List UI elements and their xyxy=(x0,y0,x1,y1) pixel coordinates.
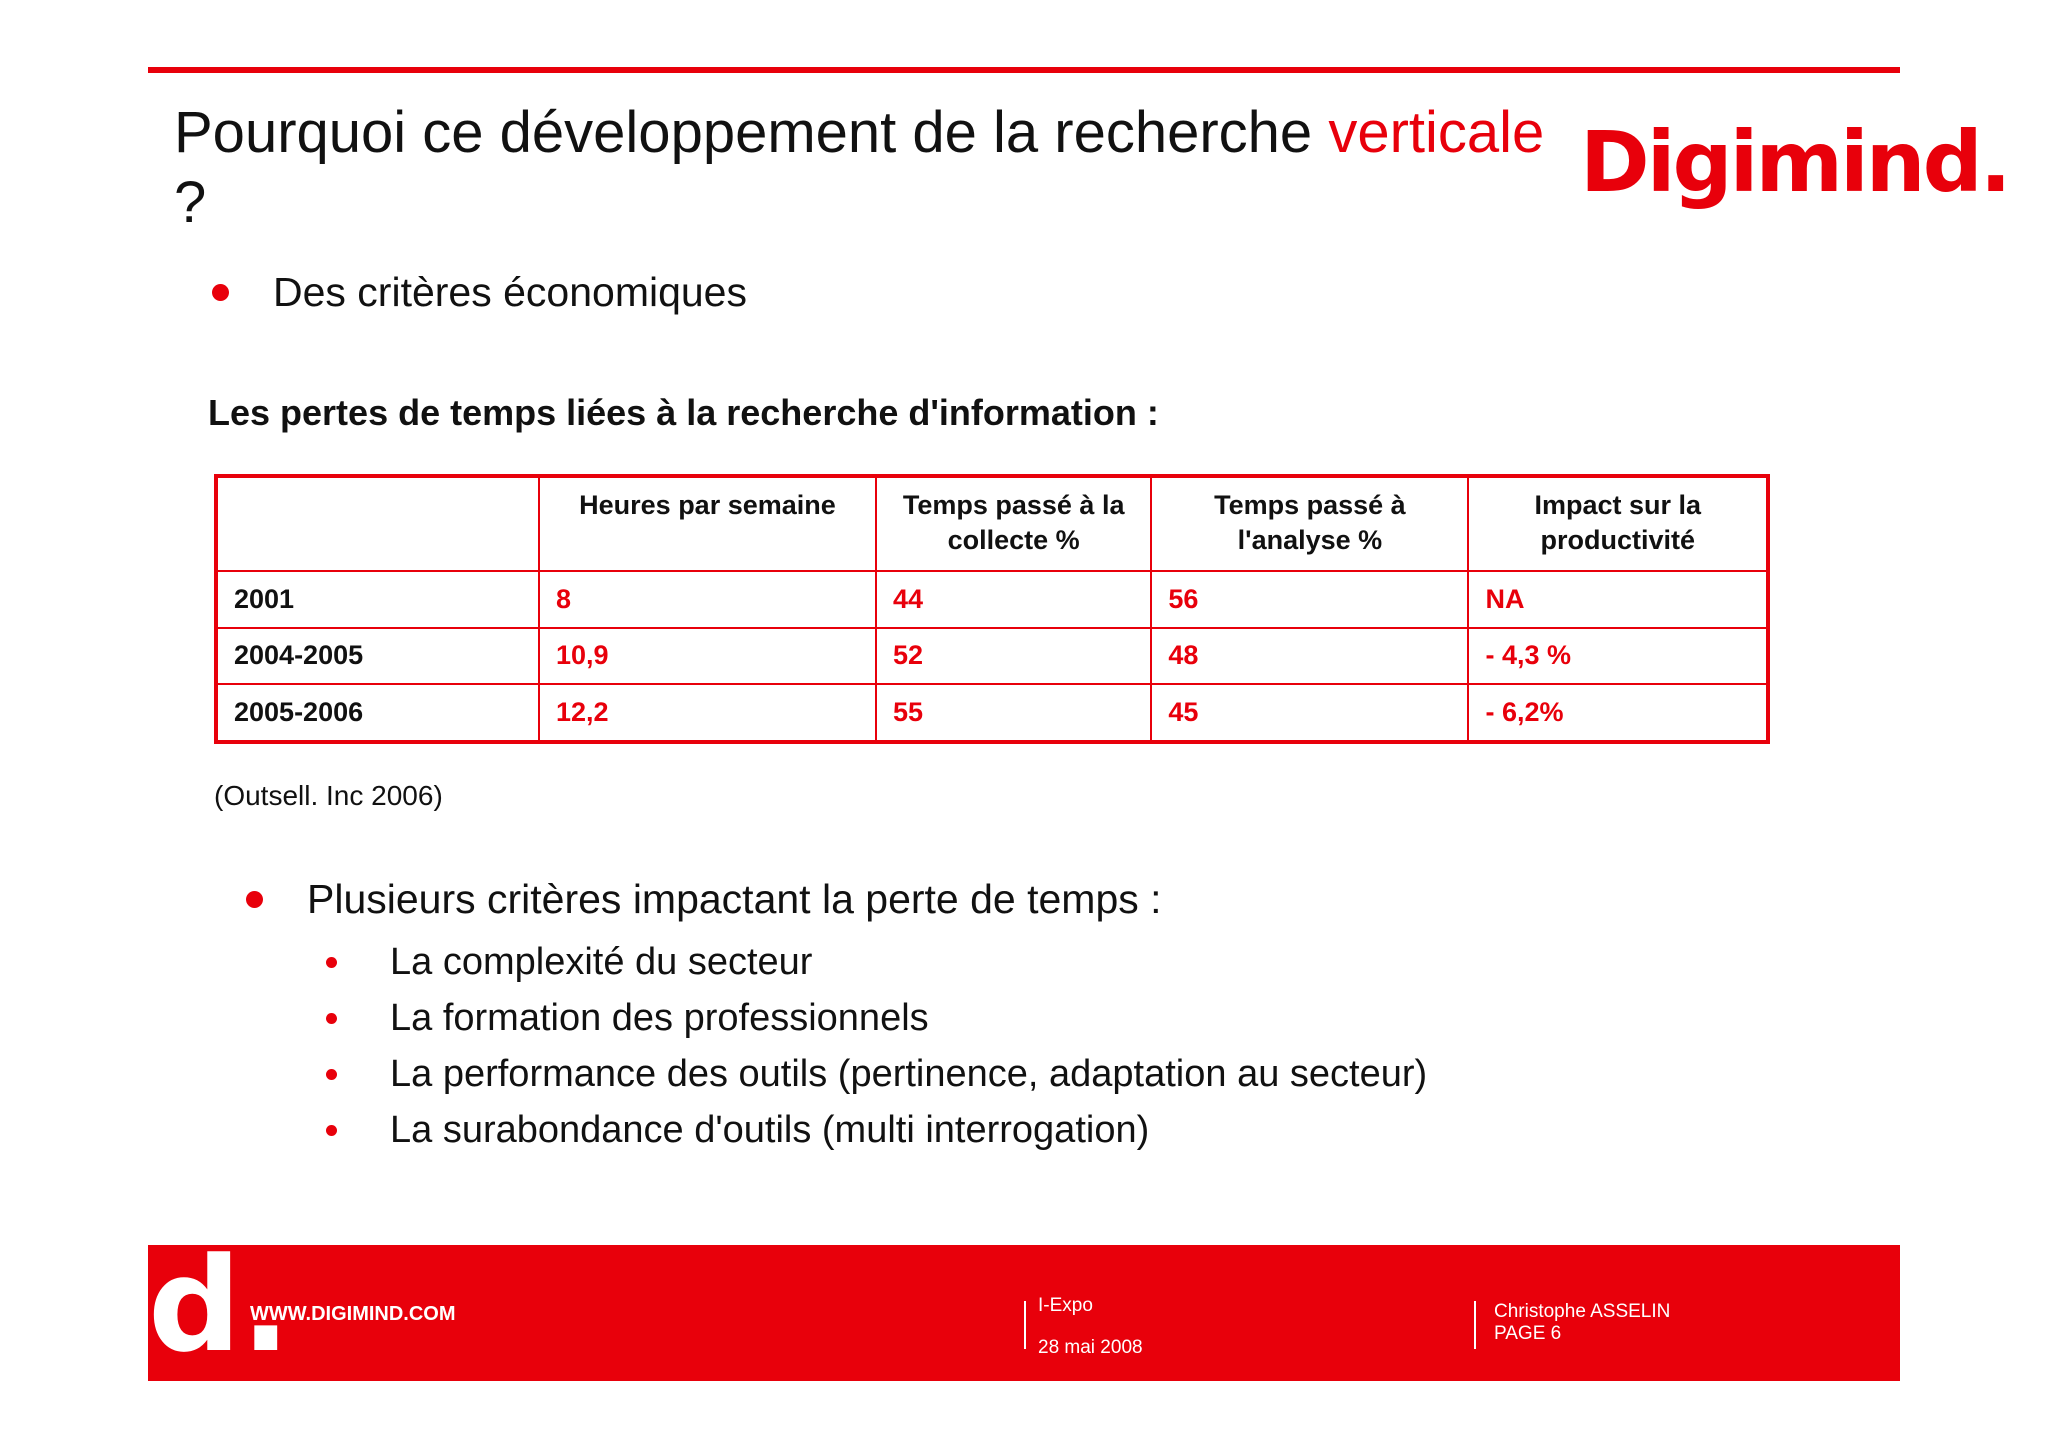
footer-bar xyxy=(148,1229,1900,1381)
bullet-economic-criteria xyxy=(212,265,747,319)
footer-event: I-Expo xyxy=(1038,1295,1093,1316)
row-label: 2005-2006 xyxy=(216,684,539,742)
list-item-text: La complexité du secteur xyxy=(390,940,813,983)
sub-bullet-icon xyxy=(326,957,337,968)
table-row xyxy=(216,684,1768,742)
title-accent-word: verticale xyxy=(1328,100,1545,165)
table-cell: 44 xyxy=(876,571,1151,628)
footer-date: 28 mai 2008 xyxy=(1038,1337,1143,1358)
bullet-dot-icon xyxy=(246,891,263,908)
table-cell: 55 xyxy=(876,684,1151,742)
footer-page-number: PAGE 6 xyxy=(1494,1323,1562,1344)
row-label: 2001 xyxy=(216,571,539,628)
footer-author-page xyxy=(1494,1301,1670,1345)
footer-separator xyxy=(1024,1301,1026,1349)
header-cell: Temps passé à l'analyse % xyxy=(1151,476,1468,571)
table-cell: - 6,2% xyxy=(1468,684,1768,742)
bullet-time-loss-criteria xyxy=(246,874,1162,924)
bullet-text: Plusieurs critères impactant la perte de temps : xyxy=(307,875,1162,922)
footer-website-link[interactable]: WWW.DIGIMIND.COM xyxy=(250,1303,456,1325)
row-label: 2004-2005 xyxy=(216,628,539,685)
slide-title xyxy=(174,98,1584,238)
table-cell: NA xyxy=(1468,571,1768,628)
header-cell: Temps passé à la collecte % xyxy=(876,476,1151,571)
table-cell: 10,9 xyxy=(539,628,876,685)
digimind-d-logo: d. xyxy=(148,1229,291,1381)
table-header-row xyxy=(216,476,1768,571)
list-item xyxy=(326,990,1427,1046)
criteria-sublist xyxy=(326,934,1427,1158)
digimind-logo: Digimind. xyxy=(1580,113,2009,211)
source-citation: (Outsell. Inc 2006) xyxy=(214,780,443,811)
sub-bullet-icon xyxy=(326,1069,337,1080)
title-text: Pourquoi ce développement de la recherche xyxy=(174,100,1329,165)
table-cell: 45 xyxy=(1151,684,1468,742)
table-cell: 8 xyxy=(539,571,876,628)
sub-bullet-icon xyxy=(326,1125,337,1136)
table-cell: 52 xyxy=(876,628,1151,685)
header-cell xyxy=(216,476,539,571)
table-cell: 12,2 xyxy=(539,684,876,742)
table-row xyxy=(216,628,1768,685)
footer-separator xyxy=(1474,1301,1476,1349)
table-heading: Les pertes de temps liées à la recherche d'information : xyxy=(208,392,1159,433)
footer-author: Christophe ASSELIN xyxy=(1494,1301,1671,1322)
table-cell: 56 xyxy=(1151,571,1468,628)
bullet-text: Des critères économiques xyxy=(273,268,747,315)
table-cell: - 4,3 % xyxy=(1468,628,1768,685)
list-item-text: La performance des outils (pertinence, adaptation au secteur) xyxy=(390,1052,1428,1095)
table-cell: 48 xyxy=(1151,628,1468,685)
list-item-text: La formation des professionnels xyxy=(390,996,929,1039)
list-item xyxy=(326,934,1427,990)
list-item xyxy=(326,1046,1427,1102)
table-row xyxy=(216,571,1768,628)
bullet-dot-icon xyxy=(212,284,229,301)
time-loss-table xyxy=(214,474,1770,744)
list-item xyxy=(326,1102,1427,1158)
title-tail: ? xyxy=(174,170,207,235)
header-cell: Impact sur la productivité xyxy=(1468,476,1768,571)
sub-bullet-icon xyxy=(326,1013,337,1024)
top-rule xyxy=(148,67,1900,73)
header-cell: Heures par semaine xyxy=(539,476,876,571)
list-item-text: La surabondance d'outils (multi interrogation) xyxy=(390,1108,1150,1151)
